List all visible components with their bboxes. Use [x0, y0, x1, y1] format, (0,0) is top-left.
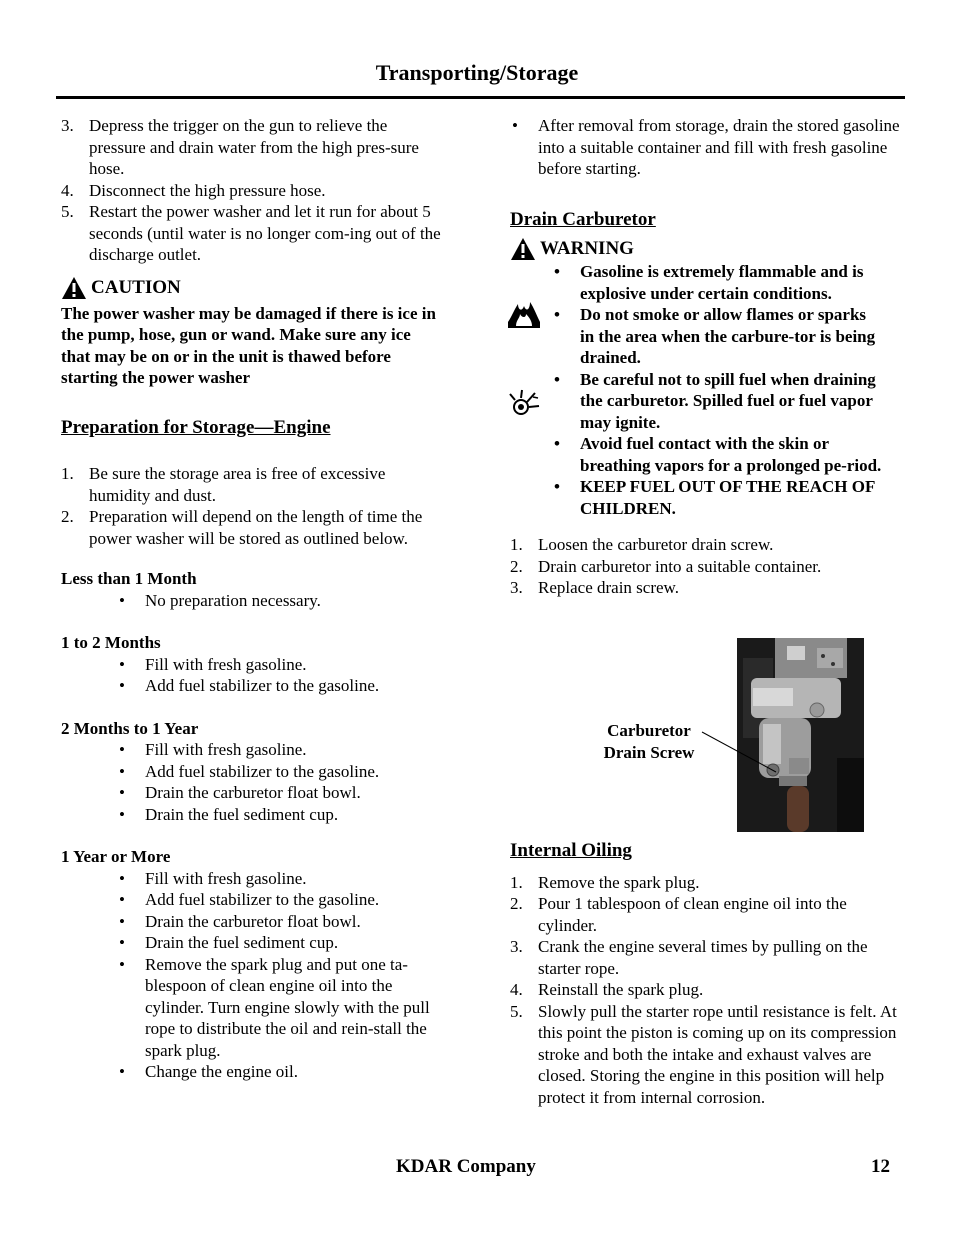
list-item: • Drain the carburetor float bowl.	[119, 783, 361, 802]
list-item: • KEEP FUEL OUT OF THE REACH OF CHILDREN.	[554, 477, 875, 518]
caution-text: The power washer may be damaged if there is ice in the pump, hose, gun or wand. Make sure any ice that may be on or in the unit is thawed before starting the power washer	[61, 303, 436, 387]
list-item: • Be careful not to spill fuel when draining the carburetor. Spilled fuel or fuel vapor may ignite.	[554, 369, 876, 432]
section-heading-drain-carburetor: Drain Carburetor	[510, 208, 656, 230]
warning-list	[510, 261, 882, 519]
list-item: 4. Disconnect the high pressure hose.	[61, 180, 326, 200]
list-item: • Drain the fuel sediment cup.	[119, 804, 339, 824]
list-item: 2. Preparation will depend on the length of time the power washer will be stored as outlined below.	[61, 507, 423, 548]
period-heading: 2 Months to 1 Year	[61, 718, 199, 738]
left-column	[61, 115, 441, 1083]
footer-page-number: 12	[871, 1156, 890, 1177]
list-item: • No preparation necessary.	[119, 590, 321, 610]
fire-hazard-icon	[506, 300, 542, 330]
section-heading-prep-storage: Preparation for Storage—Engine	[61, 416, 331, 438]
explosion-hazard-icon	[507, 388, 541, 418]
list-item: 2. Drain carburetor into a suitable container.	[510, 556, 822, 576]
list-item: • Drain the carburetor float bowl.	[119, 911, 361, 931]
internal-oiling-section	[510, 840, 900, 1108]
list-item: 1. Remove the spark plug.	[510, 872, 700, 892]
page-title: Transporting/Storage	[375, 60, 579, 85]
list-item: 5. Slowly pull the starter rope until resistance is felt. At this point the piston is coming up on its compression stroke and both the intake and exhaust valves are closed. Storing the engine in this position will help protect it from internal corrosion.	[510, 1001, 897, 1107]
list-item: • Fill with fresh gasoline.	[119, 740, 307, 759]
list-item: 3. Replace drain screw.	[510, 578, 679, 597]
period-heading: 1 to 2 Months	[61, 633, 161, 652]
list-item: • Do not smoke or allow flames or sparks in the area when the carbure-tor is being drained.	[554, 305, 876, 367]
right-column	[510, 115, 900, 599]
list-item: • Fill with fresh gasoline.	[119, 654, 307, 674]
period-heading: 1 Year or More	[61, 847, 171, 866]
list-item: • Fill with fresh gasoline.	[119, 868, 307, 888]
period-heading: Less than 1 Month	[61, 569, 197, 588]
list-item: • Gasoline is extremely flammable and is explosive under certain conditions.	[554, 262, 864, 303]
list-item: 3. Depress the trigger on the gun to relieve the pressure and drain water from the high pres-sure hose.	[61, 116, 419, 178]
list-item: 5. Restart the power washer and let it run for about 5 seconds (until water is no longer com-ing out of the discharge outlet.	[61, 202, 441, 264]
list-item: 1. Be sure the storage area is free of excessive humidity and dust.	[61, 464, 386, 505]
list-item: • Drain the fuel sediment cup.	[119, 933, 339, 952]
list-item: • Add fuel stabilizer to the gasoline.	[119, 890, 380, 909]
callout-leader-line	[700, 728, 780, 778]
warning-triangle-icon	[510, 237, 536, 261]
list-item: 3. Crank the engine several times by pulling on the starter rope.	[510, 937, 868, 978]
list-item: • Change the engine oil.	[119, 1062, 298, 1081]
footer-company: KDAR Company	[396, 1156, 536, 1177]
list-item: • Remove the spark plug and put one ta-blespoon of clean engine oil into the cylinder. Turn engine slowly with the pull rope to distribute the oil and rein-stall the spark plug.	[119, 954, 430, 1060]
list-item: 2. Pour 1 tablespoon of clean engine oil into the cylinder.	[510, 894, 847, 935]
list-item: 1. Loosen the carburetor drain screw.	[510, 535, 774, 554]
list-item: • Add fuel stabilizer to the gasoline.	[119, 676, 380, 695]
list-item: • Add fuel stabilizer to the gasoline.	[119, 761, 380, 781]
section-heading-internal-oiling: Internal Oiling	[510, 840, 632, 861]
list-item: • After removal from storage, drain the stored gasoline into a suitable container and fill with fresh gasoline before starting.	[512, 116, 900, 178]
title-rule	[56, 96, 905, 99]
caution-heading: CAUTION	[61, 276, 441, 300]
list-item: • Avoid fuel contact with the skin or breathing vapors for a prolonged pe-riod.	[554, 434, 882, 475]
callout-label: Carburetor Drain Screw	[603, 721, 695, 762]
warning-heading: WARNING	[510, 237, 900, 261]
warning-triangle-icon	[61, 276, 87, 300]
list-item: 4. Reinstall the spark plug.	[510, 980, 704, 999]
